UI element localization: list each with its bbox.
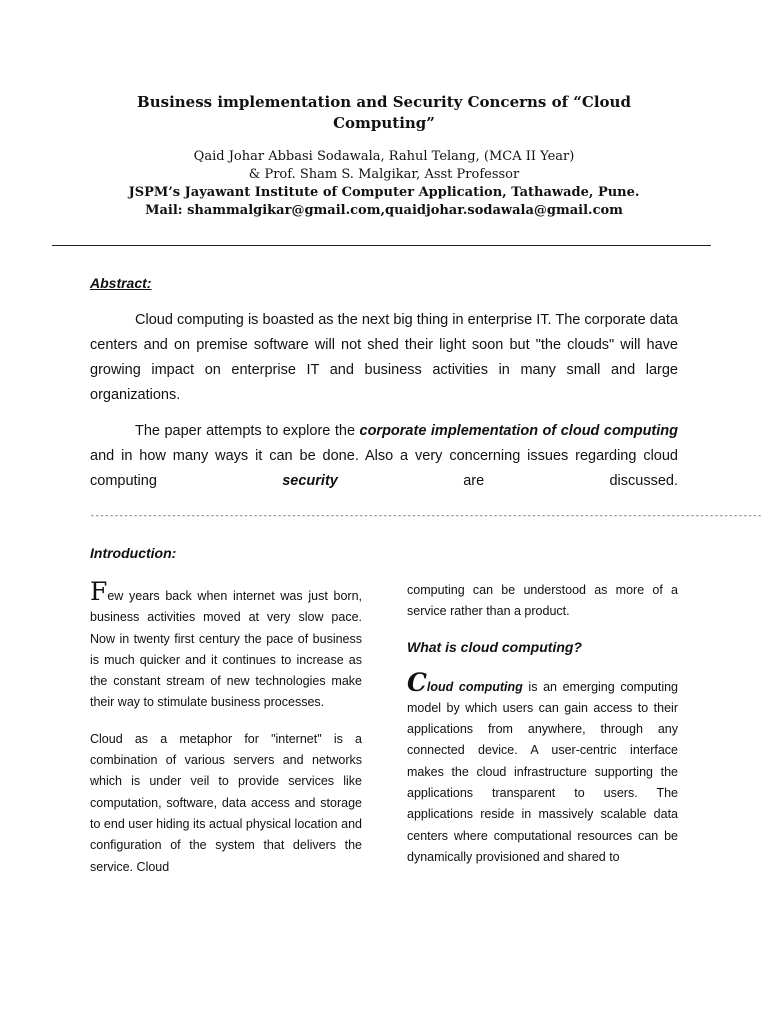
abstract-p2-start: The paper attempts to explore the [135, 423, 360, 439]
intro-paragraph-2: Cloud as a metaphor for "internet" is a combination of various servers and networks which is under veil to provide services like computation, software, data access and storage to end user hiding its actual physical location and configuration of the system that delivers the service. Cloud [90, 731, 362, 874]
abstract-p2-end: are discussed. [337, 473, 678, 489]
abstract-p2-emphasis-security: security [282, 473, 338, 489]
author-professor: & Prof. Sham S. Malgikar, Asst Professor [248, 167, 520, 182]
mail-line: Mail: shammalgikar@gmail.com,quaidjohar.sodawala@gmail.com [145, 203, 623, 218]
left-column [90, 577, 362, 878]
introduction-heading: Introduction: [90, 545, 177, 561]
intro-paragraph-3: computing can be understood as more of a service rather than a product. [407, 583, 678, 619]
dropcap-c: C [407, 667, 427, 697]
dropcap-f: F [90, 577, 108, 606]
abstract-p2-middle: and in how many ways it can be done. Also a very concerning issues regarding cloud computing [90, 448, 678, 489]
abstract-heading: Abstract: [90, 275, 152, 291]
abstract-paragraph-1: Cloud computing is boasted as the next big thing in enterprise IT. The corporate data centers and on premise software will not shed their light soon but "the clouds" will have growing impact on enterprise IT and business activities in many small and large organizations. [90, 312, 678, 403]
intro-paragraph-1 [90, 577, 362, 714]
paper-title: Business implementation and Security Concerns of “Cloud Computing” [137, 93, 631, 132]
right-column [407, 580, 678, 868]
abstract-p2-emphasis-implementation: corporate implementation of cloud computing [359, 423, 679, 439]
header-divider [52, 245, 711, 246]
author-block [90, 148, 678, 220]
institute-line: JSPM’s Jayawant Institute of Computer Application, Tathawade, Pune. [128, 185, 640, 200]
cloud-definition-paragraph [407, 667, 679, 869]
cloud-computing-emphasis: loud computing [426, 679, 523, 694]
cloud-definition-text: is an emerging computing model by which users can gain access to their applications from anywhere, through any connected device. A user-centric interface makes the cloud infrastructure supporting the applications transparent to users. The applications reside in massively scalable data centers where computational resources can be dynamically provisioned and shared to [407, 679, 679, 864]
abstract-paragraph-2 [90, 419, 678, 494]
what-is-cloud-heading: What is cloud computing? [407, 638, 582, 655]
intro-paragraph-1-text: ew years back when internet was just born, business activities moved at very slow pace. Now in twenty first century the pace of business is much quicker and it continues to increase as the constant stream of new technologies make their way to stimulate business processes. [90, 589, 362, 710]
author-names: Qaid Johar Abbasi Sodawala, Rahul Telang, (MCA II Year) [193, 149, 575, 164]
dashed-separator: -------------------------------------------------------------------------------------------------------------------------------------------- [90, 512, 763, 521]
